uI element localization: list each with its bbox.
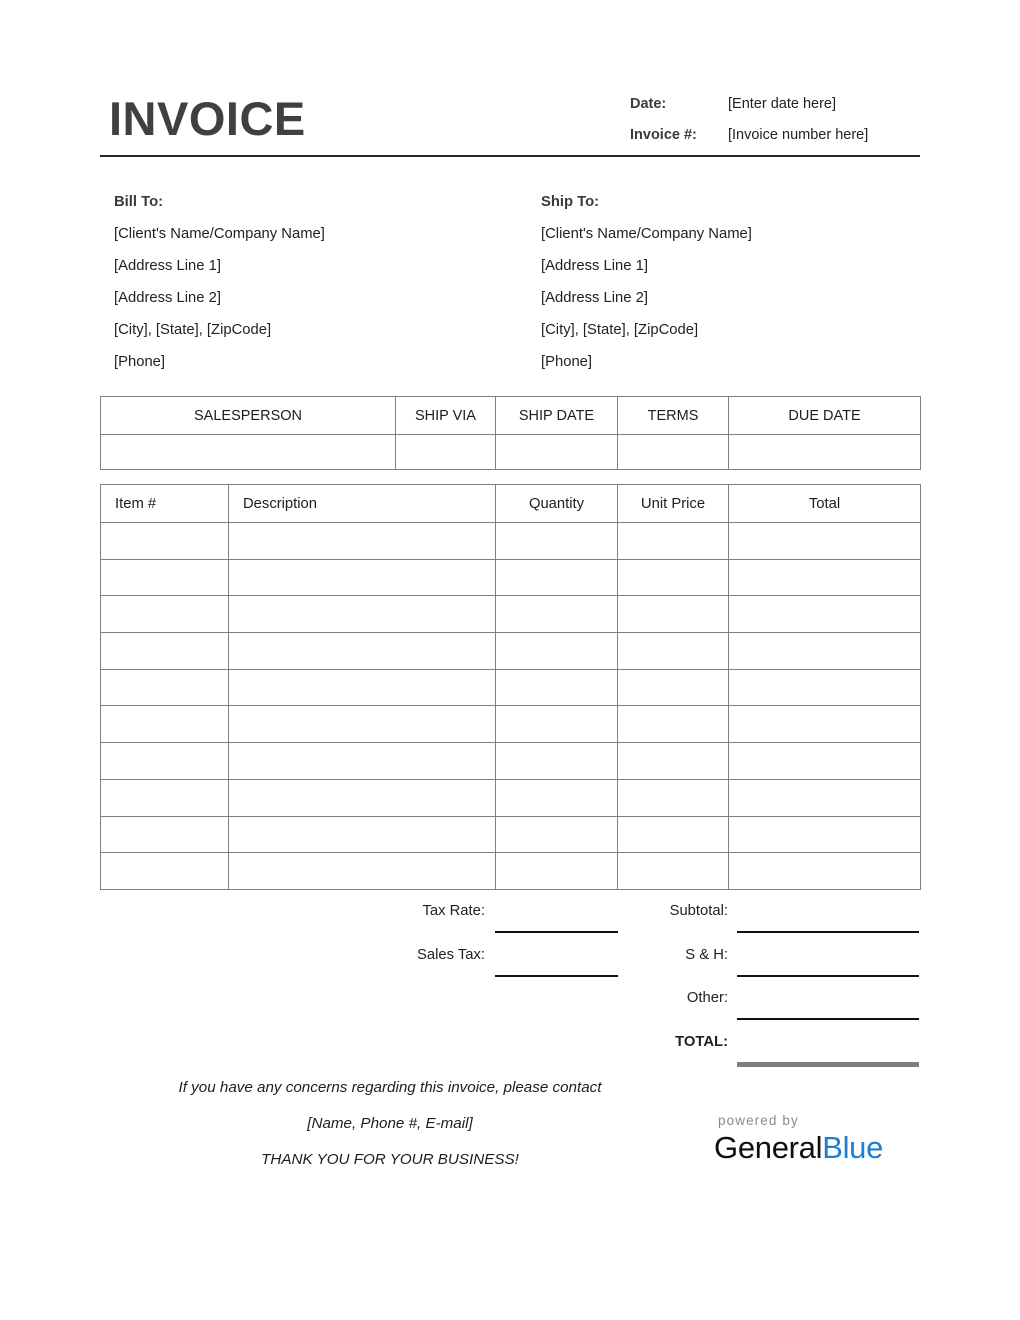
items-cell-item-number[interactable] <box>101 816 229 853</box>
items-cell-description[interactable] <box>229 706 496 743</box>
items-cell-unit-price[interactable] <box>618 779 729 816</box>
bill-to-line-1[interactable]: [Client's Name/Company Name] <box>114 226 325 242</box>
other-label: Other: <box>686 990 728 1006</box>
subtotal-label: Subtotal: <box>669 903 728 919</box>
items-cell-total[interactable] <box>729 633 921 670</box>
table-row <box>101 523 921 560</box>
invoice-meta <box>630 96 920 158</box>
generalblue-logo <box>714 1112 924 1166</box>
items-cell-item-number[interactable] <box>101 779 229 816</box>
items-cell-unit-price[interactable] <box>618 853 729 890</box>
invoice-number-value[interactable]: [Invoice number here] <box>728 127 869 143</box>
items-cell-item-number[interactable] <box>101 706 229 743</box>
bill-to-line-5[interactable]: [Phone] <box>114 354 166 370</box>
shipping-header-row <box>101 397 921 435</box>
logo-general-text: General <box>714 1130 823 1165</box>
items-cell-quantity[interactable] <box>496 779 618 816</box>
items-cell-item-number[interactable] <box>101 559 229 596</box>
meta-row-date <box>630 96 920 127</box>
bill-to-block <box>100 186 510 378</box>
items-cell-total[interactable] <box>729 816 921 853</box>
tax-rate-label: Tax Rate: <box>422 903 485 919</box>
items-cell-total[interactable] <box>729 596 921 633</box>
items-cell-total[interactable] <box>729 743 921 780</box>
subtotal-input[interactable] <box>737 931 919 933</box>
items-cell-total[interactable] <box>729 559 921 596</box>
shipping-col-terms: TERMS <box>618 397 729 435</box>
shipping-cell-ship-via[interactable] <box>396 435 496 470</box>
footer-contact-line: If you have any concerns regarding this invoice, please contact <box>178 1079 602 1096</box>
page-title: INVOICE <box>109 92 306 145</box>
items-cell-quantity[interactable] <box>496 596 618 633</box>
items-cell-description[interactable] <box>229 743 496 780</box>
table-row <box>101 743 921 780</box>
footer-note <box>100 1070 680 1178</box>
footer-thank-you: THANK YOU FOR YOUR BUSINESS! <box>261 1151 519 1168</box>
items-header-row <box>101 485 921 523</box>
items-cell-item-number[interactable] <box>101 523 229 560</box>
shipping-cell-salesperson[interactable] <box>101 435 396 470</box>
table-row <box>101 633 921 670</box>
table-row <box>101 669 921 706</box>
shipping-cell-ship-date[interactable] <box>496 435 618 470</box>
table-row <box>101 816 921 853</box>
items-cell-quantity[interactable] <box>496 853 618 890</box>
ship-to-line-3[interactable]: [Address Line 2] <box>541 290 648 306</box>
items-cell-unit-price[interactable] <box>618 743 729 780</box>
line-items-table <box>100 484 921 890</box>
items-cell-quantity[interactable] <box>496 633 618 670</box>
shipping-col-salesperson: SALESPERSON <box>101 397 396 435</box>
ship-to-heading: Ship To: <box>541 194 600 210</box>
items-col-item-number: Item # <box>101 485 229 523</box>
other-input[interactable] <box>737 1018 919 1020</box>
items-cell-unit-price[interactable] <box>618 669 729 706</box>
ship-to-line-5[interactable]: [Phone] <box>541 354 593 370</box>
items-cell-quantity[interactable] <box>496 706 618 743</box>
shipping-handling-input[interactable] <box>737 975 919 977</box>
items-cell-item-number[interactable] <box>101 596 229 633</box>
ship-to-line-1[interactable]: [Client's Name/Company Name] <box>541 226 752 242</box>
items-cell-quantity[interactable] <box>496 669 618 706</box>
grand-total-label: TOTAL: <box>675 1034 728 1050</box>
items-cell-unit-price[interactable] <box>618 559 729 596</box>
items-cell-description[interactable] <box>229 779 496 816</box>
items-cell-total[interactable] <box>729 779 921 816</box>
grand-total-input[interactable] <box>737 1062 919 1067</box>
bill-to-line-4[interactable]: [City], [State], [ZipCode] <box>114 322 272 338</box>
items-col-quantity: Quantity <box>496 485 618 523</box>
items-cell-total[interactable] <box>729 523 921 560</box>
items-cell-quantity[interactable] <box>496 559 618 596</box>
items-cell-quantity[interactable] <box>496 816 618 853</box>
invoice-number-label: Invoice #: <box>630 127 697 143</box>
items-cell-quantity[interactable] <box>496 523 618 560</box>
items-cell-quantity[interactable] <box>496 743 618 780</box>
address-section <box>100 186 920 378</box>
shipping-cell-due-date[interactable] <box>729 435 921 470</box>
footer-contact-value[interactable]: [Name, Phone #, E-mail] <box>307 1115 473 1132</box>
items-cell-unit-price[interactable] <box>618 816 729 853</box>
bill-to-line-2[interactable]: [Address Line 1] <box>114 258 221 274</box>
shipping-col-ship-date: SHIP DATE <box>496 397 618 435</box>
items-cell-item-number[interactable] <box>101 669 229 706</box>
items-cell-description[interactable] <box>229 816 496 853</box>
items-cell-unit-price[interactable] <box>618 596 729 633</box>
sales-tax-label: Sales Tax: <box>417 947 485 963</box>
tax-rate-input[interactable] <box>495 931 618 933</box>
items-cell-total[interactable] <box>729 669 921 706</box>
ship-to-line-2[interactable]: [Address Line 1] <box>541 258 648 274</box>
items-cell-item-number[interactable] <box>101 853 229 890</box>
table-row <box>101 779 921 816</box>
items-col-total: Total <box>729 485 921 523</box>
items-cell-description[interactable] <box>229 559 496 596</box>
items-cell-unit-price[interactable] <box>618 633 729 670</box>
items-cell-description[interactable] <box>229 523 496 560</box>
items-cell-item-number[interactable] <box>101 743 229 780</box>
totals-section <box>100 894 920 1069</box>
date-value[interactable]: [Enter date here] <box>728 96 837 112</box>
items-cell-description[interactable] <box>229 669 496 706</box>
items-cell-total[interactable] <box>729 706 921 743</box>
shipping-handling-label: S & H: <box>685 947 728 963</box>
shipping-col-due-date: DUE DATE <box>729 397 921 435</box>
shipping-info-table <box>100 396 921 470</box>
items-col-unit-price: Unit Price <box>618 485 729 523</box>
logo-wordmark <box>714 1130 924 1166</box>
items-cell-description[interactable] <box>229 633 496 670</box>
logo-blue-text: Blue <box>822 1130 884 1165</box>
header-divider <box>100 155 920 157</box>
items-cell-unit-price[interactable] <box>618 523 729 560</box>
shipping-col-ship-via: SHIP VIA <box>396 397 496 435</box>
items-cell-description[interactable] <box>229 853 496 890</box>
sales-tax-input[interactable] <box>495 975 618 977</box>
table-row <box>101 559 921 596</box>
ship-to-line-4[interactable]: [City], [State], [ZipCode] <box>541 322 699 338</box>
table-row <box>101 596 921 633</box>
table-row <box>101 435 921 470</box>
meta-row-invoice-number <box>630 127 920 158</box>
shipping-cell-terms[interactable] <box>618 435 729 470</box>
items-cell-description[interactable] <box>229 596 496 633</box>
items-cell-total[interactable] <box>729 853 921 890</box>
powered-by-label: powered by <box>718 1113 799 1128</box>
table-row <box>101 853 921 890</box>
invoice-header <box>100 92 920 156</box>
ship-to-block <box>510 186 920 378</box>
line-items-body <box>101 523 921 890</box>
items-cell-item-number[interactable] <box>101 633 229 670</box>
items-cell-unit-price[interactable] <box>618 706 729 743</box>
date-label: Date: <box>630 96 667 112</box>
bill-to-line-3[interactable]: [Address Line 2] <box>114 290 221 306</box>
bill-to-heading: Bill To: <box>114 194 164 210</box>
table-row <box>101 706 921 743</box>
items-col-description: Description <box>229 485 496 523</box>
